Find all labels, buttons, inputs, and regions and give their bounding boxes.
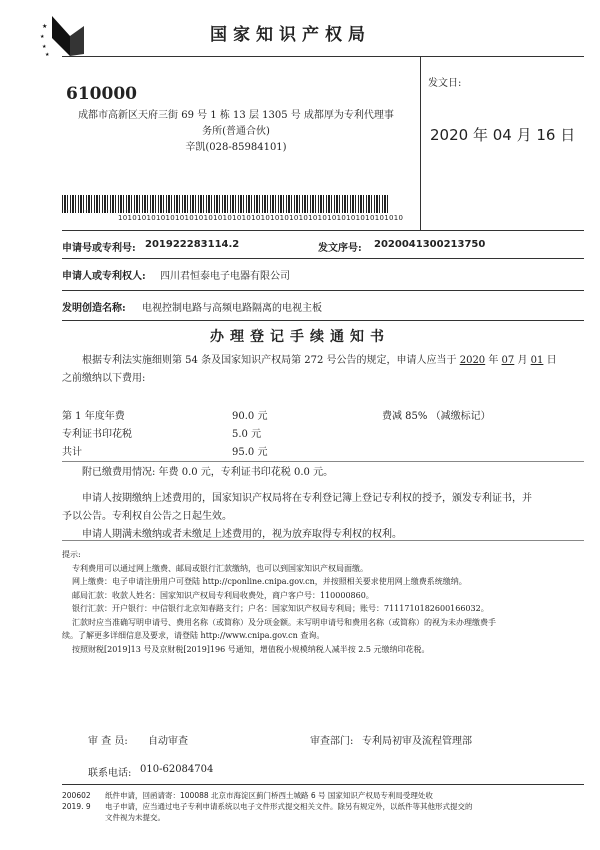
body-paragraphs (62, 490, 582, 544)
barcode (62, 195, 390, 213)
app-no: 201922283114.2 (145, 239, 240, 250)
intro (62, 352, 582, 388)
fee-amount-0: 90.0 元 (232, 411, 268, 422)
notes-heading: 提示: (62, 550, 81, 559)
notice-title: 办理登记手续通知书 (210, 329, 390, 345)
note-line: 银行汇款：开户银行：中信银行北京知春路支行；户名：国家知识产权局专利局；账号：7111710182600166032。 (72, 604, 489, 613)
note-line: 汇款时应当准确写明申请号、费用名称（或简称）及分项金额。未写明申请号和费用名称（或简称）的视为未办理缴费手 (72, 617, 496, 627)
phone-label: 联系电话: (88, 768, 132, 779)
barcode-text: 101010101010101010101010101010101010101010101010101010101010 (118, 214, 404, 222)
contact: 辛凯(028-85984101) (185, 142, 287, 153)
attached-fees: 附已缴费用情况: 年费 0.0 元，专利证书印花税 0.0 元。 (82, 467, 334, 478)
invention-label: 发明创造名称: (62, 303, 126, 314)
fee-name-2: 共计 (62, 447, 82, 458)
serial-no: 2020041300213750 (374, 239, 486, 250)
footer-text (105, 790, 585, 823)
note-line: 网上缴费：电子申请注册用户可登陆 http://cponline.cnipa.gov.cn，并按照相关要求使用网上缴费系统缴纳。 (72, 577, 467, 586)
intro-line-1 (62, 352, 582, 370)
rule-3 (62, 320, 584, 321)
notes-rule (62, 540, 584, 541)
notes-block (62, 548, 582, 656)
fee-amount-1: 5.0 元 (232, 429, 262, 440)
footer-rule (62, 784, 584, 785)
svg-text:★: ★ (42, 44, 47, 50)
ri: 日 (546, 355, 557, 366)
phone: 010-62084704 (140, 764, 214, 775)
fee-name-0: 第 1 年度年费 (62, 411, 125, 422)
address-line-2: 务所(普通合伙) (202, 126, 270, 137)
dept-label: 审查部门: (310, 736, 354, 747)
fee-name-1: 专利证书印花税 (62, 429, 132, 440)
app-no-label: 申请号或专利号: (62, 243, 136, 254)
note-line: 按照财税[2019]13 号及京财税[2019]196 号通知，增值税小规模纳税人减半按 2.5 元缴纳印花税。 (72, 644, 430, 654)
postcode: 610000 (66, 84, 137, 104)
yue: 月 (517, 355, 528, 366)
send-date-label: 发文日: (428, 78, 462, 89)
applicant-label: 申请人或专利权人: (62, 271, 146, 282)
serial-label: 发文序号: (318, 243, 362, 254)
deadline-day: 01 (530, 355, 544, 366)
examiner-label: 审 查 员: (88, 736, 128, 747)
fee-amount-2: 95.0 元 (232, 447, 268, 458)
rule-1 (62, 258, 584, 259)
footer-line-3: 文件视为未提交。 (105, 813, 165, 822)
form-code-1: 200602 (62, 791, 91, 800)
svg-text:★: ★ (42, 23, 48, 30)
dept: 专利局初审及流程管理部 (362, 736, 472, 747)
svg-text:★: ★ (45, 52, 50, 58)
body-p1b: 予以公告。专利权自公告之日起生效。 (62, 511, 232, 522)
form-code-2: 2019. 9 (62, 802, 91, 811)
agency-name: 国家知识产权局 (210, 25, 371, 45)
body-p1: 申请人按期缴纳上述费用的，国家知识产权局将在专利登记簿上登记专利权的授予，颁发专利证书，并 (82, 493, 532, 504)
note-line: 续。了解更多详细信息及要求，请登陆 http://www.cnipa.gov.cn 查询。 (62, 631, 325, 640)
intro-line-2: 之前缴纳以下费用: (62, 373, 146, 384)
body-p2: 申请人期满未缴纳或者未缴足上述费用的，视为放弃取得专利权的权利。 (82, 529, 402, 540)
deadline-month: 07 (501, 355, 515, 366)
invention: 电视控制电路与高频电路隔离的电视主板 (142, 303, 322, 314)
address-block (66, 108, 406, 156)
deadline-year: 2020 (459, 355, 486, 366)
footer-line-2: 电子申请，应当通过电子专利申请系统以电子文件形式提交相关文件。除另有规定外，以纸件等其他形式提交的 (105, 802, 473, 811)
footer-line-1: 纸件申请，回函请寄：100088 北京市海淀区蓟门桥西土城路 6 号 国家知识产权局专利局受理处收 (105, 791, 433, 800)
header-top-rule (62, 56, 584, 57)
nian: 年 (488, 355, 499, 366)
fee-reduction: 费减 85% （减缴标记） (382, 411, 491, 422)
intro-text: 根据专利法实施细则第 54 条及国家知识产权局第 272 号公告的规定，申请人应当于 (82, 355, 457, 366)
fee-rule (62, 461, 584, 462)
applicant: 四川君恒泰电子电器有限公司 (160, 271, 290, 282)
examiner: 自动审查 (148, 736, 188, 747)
header-divider (420, 56, 421, 230)
rule-2 (62, 290, 584, 291)
svg-text:★: ★ (40, 34, 45, 40)
address-line-1: 成都市高新区天府三街 69 号 1 栋 13 层 1305 号 成都厚为专利代理事 (78, 110, 394, 121)
cnipa-logo-icon (40, 14, 88, 58)
note-line: 专利费用可以通过网上缴费、邮局或银行汇款缴纳，也可以到国家知识产权局面缴。 (72, 563, 368, 573)
send-date: 2020 年 04 月 16 日 (430, 126, 576, 144)
note-line: 邮局汇款：收款人姓名：国家知识产权局专利局收费处，商户客户号：110000860。 (72, 590, 374, 600)
header-bottom-rule (62, 230, 584, 231)
